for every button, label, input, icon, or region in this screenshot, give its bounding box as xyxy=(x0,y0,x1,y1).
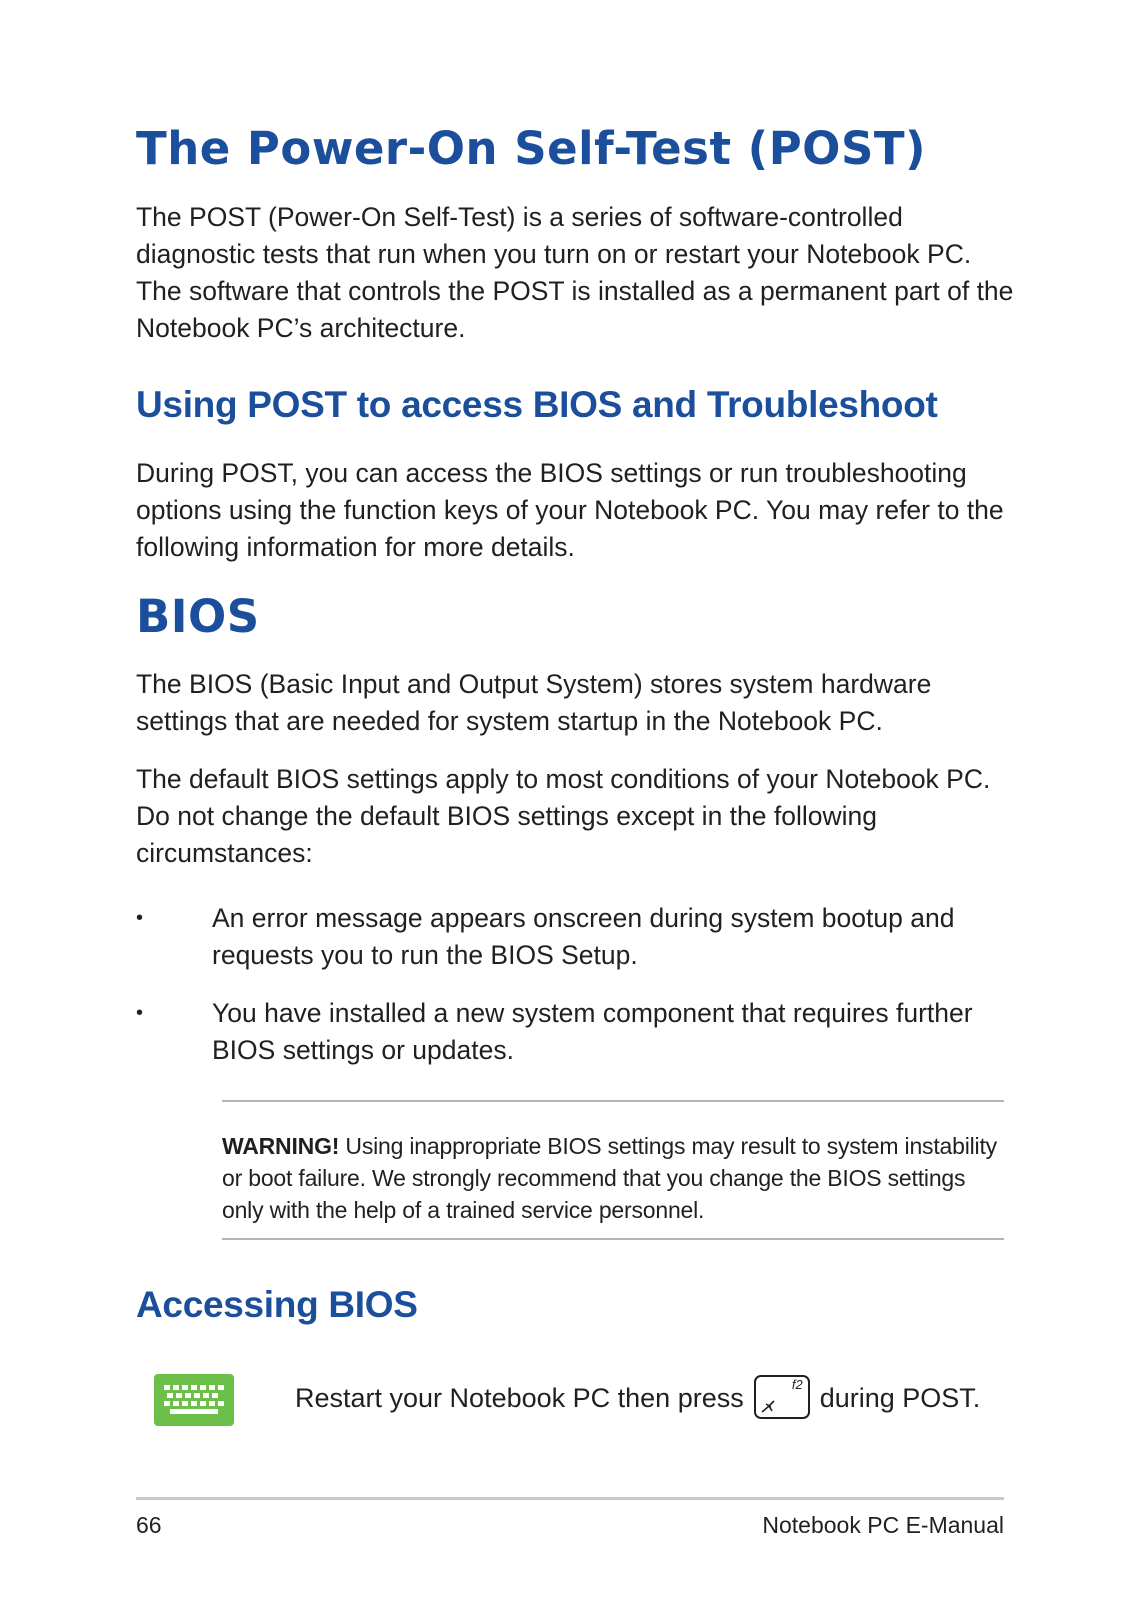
warning-note xyxy=(222,1130,1004,1226)
airplane-icon xyxy=(760,1398,778,1414)
intro-paragraph: The POST (Power-On Self-Test) is a series of software-controlled diagnostic tests that run when you turn on or restart your Notebook PC. The software that controls the POST is installed as a permanent part of the Notebook PC’s architecture. xyxy=(136,202,1014,343)
post-paragraph: During POST, you can access the BIOS settings or run troubleshooting options using the function keys of your Notebook PC. You may refer to the following information for more details. xyxy=(136,458,1004,562)
bullet-marker: • xyxy=(136,1002,144,1024)
access-instruction xyxy=(295,1376,980,1422)
warning-text: Using inappropriate BIOS settings may result to system instability or boot failure. We strongly recommend that you change the BIOS settings only with the help of a trained service personnel. xyxy=(222,1133,997,1223)
warning-label: WARNING! xyxy=(222,1133,340,1159)
bullet-text: You have installed a new system component that requires further BIOS settings or updates. xyxy=(212,998,973,1065)
warning-top-divider xyxy=(222,1100,1004,1102)
footer-divider xyxy=(136,1497,1004,1500)
section-heading-post: Using POST to access BIOS and Troubleshoot xyxy=(136,384,938,425)
bullet-text: An error message appears onscreen during system bootup and requests you to run the BIOS Setup. xyxy=(212,903,955,970)
manual-title: Notebook PC E-Manual xyxy=(762,1512,1004,1538)
f2-key-label: f2 xyxy=(791,1376,803,1392)
instruction-before: Restart your Notebook PC then press xyxy=(295,1383,744,1413)
page-number: 66 xyxy=(136,1512,162,1538)
f2-key xyxy=(754,1375,810,1419)
page-title: The Power-On Self-Test (POST) xyxy=(136,122,927,175)
section-heading-accessing: Accessing BIOS xyxy=(136,1284,418,1325)
bullet-marker: • xyxy=(136,907,144,929)
keyboard-icon xyxy=(154,1374,234,1426)
warning-bottom-divider xyxy=(222,1238,1004,1240)
instruction-after: during POST. xyxy=(819,1383,981,1413)
bios-paragraph-2: The default BIOS settings apply to most conditions of your Notebook PC. Do not change the default BIOS settings except in the following circumstances: xyxy=(136,764,991,868)
bios-heading: BIOS xyxy=(136,590,260,643)
bios-paragraph-1: The BIOS (Basic Input and Output System) stores system hardware settings that are needed for system startup in the Notebook PC. xyxy=(136,669,932,736)
